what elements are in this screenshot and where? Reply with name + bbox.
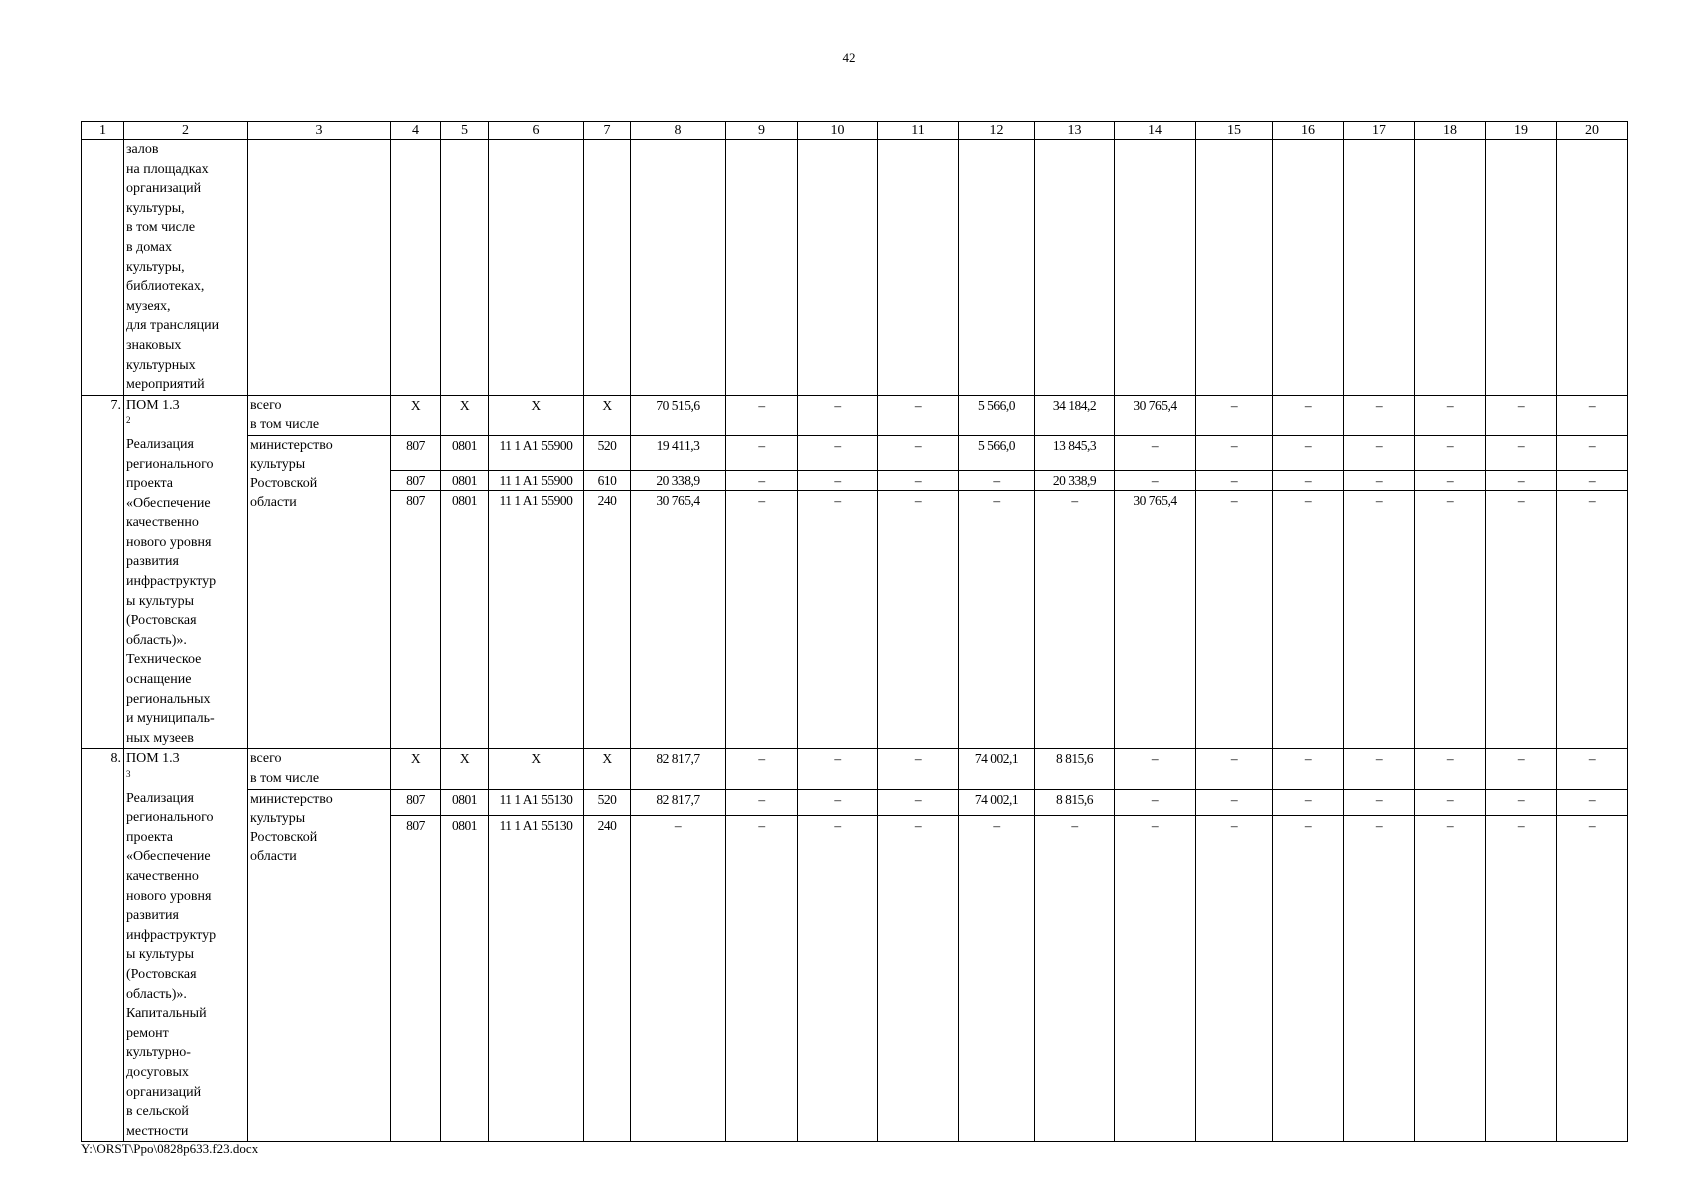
value-cell: – xyxy=(1196,749,1273,789)
value-cell: – xyxy=(1557,395,1628,435)
text-line: инфраструктур xyxy=(126,927,217,943)
text-line: развития xyxy=(126,908,179,924)
program-code xyxy=(126,396,245,435)
text-line: мероприятий xyxy=(126,377,205,393)
text-line: залов xyxy=(126,142,159,157)
value-cell: – xyxy=(1115,471,1196,491)
empty-cell xyxy=(959,140,1035,396)
value-cell: – xyxy=(1273,435,1344,471)
text-line: всего xyxy=(250,751,282,767)
value-cell: 11 1 A1 55130 xyxy=(489,816,584,1142)
value-cell: – xyxy=(726,749,798,789)
value-cell: 82 817,7 xyxy=(631,789,726,816)
empty-cell xyxy=(1557,140,1628,396)
text-line: региональных xyxy=(126,691,211,707)
column-number: 4 xyxy=(391,122,441,140)
footnote-marker: 3 xyxy=(126,769,131,779)
text-line: ремонт xyxy=(126,1025,169,1041)
value-cell: – xyxy=(1273,816,1344,1142)
value-cell: 20 338,9 xyxy=(631,471,726,491)
value-cell: – xyxy=(959,491,1035,749)
text-line: местности xyxy=(126,1123,189,1139)
value-cell: 0801 xyxy=(441,491,489,749)
text-line: области xyxy=(250,848,297,864)
program-code xyxy=(126,749,245,788)
text-line: и муниципаль- xyxy=(126,711,215,727)
value-cell: – xyxy=(878,789,959,816)
value-cell: – xyxy=(1344,435,1415,471)
value-cell: – xyxy=(1486,789,1557,816)
value-cell: 610 xyxy=(584,471,631,491)
value-cell: 0801 xyxy=(441,816,489,1142)
value-cell: – xyxy=(1344,395,1415,435)
value-cell: – xyxy=(798,749,878,789)
value-cell: – xyxy=(1344,749,1415,789)
table-row xyxy=(82,435,1628,471)
value-cell: – xyxy=(1273,789,1344,816)
value-cell: – xyxy=(726,435,798,471)
text-line: ных музеев xyxy=(126,730,194,746)
value-cell: 74 002,1 xyxy=(959,749,1035,789)
value-cell: – xyxy=(1344,491,1415,749)
text-line: министерство xyxy=(250,437,333,453)
value-cell: 20 338,9 xyxy=(1035,471,1115,491)
text-line: Капитальный xyxy=(126,1006,207,1022)
executor-ministry-cell xyxy=(248,435,391,749)
text-line: культурных xyxy=(126,357,196,373)
text-line: ы культуры xyxy=(126,593,195,609)
row-number: 8. xyxy=(82,749,124,1142)
value-cell: 30 765,4 xyxy=(1115,395,1196,435)
value-cell: – xyxy=(1415,749,1486,789)
empty-cell xyxy=(1115,140,1196,396)
empty-cell xyxy=(584,140,631,396)
column-number: 10 xyxy=(798,122,878,140)
value-cell: – xyxy=(1115,749,1196,789)
column-number: 16 xyxy=(1273,122,1344,140)
empty-cell xyxy=(489,140,584,396)
value-cell: – xyxy=(1035,816,1115,1142)
value-cell: – xyxy=(798,435,878,471)
text-line: Реализация xyxy=(126,436,194,452)
value-cell: – xyxy=(1557,749,1628,789)
empty-cell xyxy=(631,140,726,396)
value-cell: X xyxy=(489,749,584,789)
text-line: область)». xyxy=(126,632,187,648)
text-line: в том числе xyxy=(250,417,320,433)
text-line: оснащение xyxy=(126,672,192,688)
value-cell: – xyxy=(878,749,959,789)
text-line: министерство xyxy=(250,791,333,807)
value-cell: 807 xyxy=(391,471,441,491)
text-line: в том числе xyxy=(126,220,196,236)
value-cell: – xyxy=(959,471,1035,491)
value-cell: 74 002,1 xyxy=(959,789,1035,816)
value-cell: – xyxy=(726,471,798,491)
value-cell: 240 xyxy=(584,816,631,1142)
value-cell: 30 765,4 xyxy=(1115,491,1196,749)
value-cell: – xyxy=(1115,435,1196,471)
empty-cell xyxy=(441,140,489,396)
value-cell: 807 xyxy=(391,491,441,749)
text-line: (Ростовская xyxy=(126,613,197,629)
text-line: проекта xyxy=(126,476,173,492)
value-cell: – xyxy=(1035,491,1115,749)
column-number: 12 xyxy=(959,122,1035,140)
text-line: досуговых xyxy=(126,1064,189,1080)
text-line: Ростовской xyxy=(250,829,318,845)
empty-cell xyxy=(1486,140,1557,396)
program-code-text: ПОМ 1.3 xyxy=(126,751,180,767)
value-cell: X xyxy=(391,749,441,789)
value-cell: – xyxy=(1344,789,1415,816)
text-line: Ростовской xyxy=(250,475,318,491)
column-number: 9 xyxy=(726,122,798,140)
budget-table xyxy=(81,121,1628,1142)
value-cell: – xyxy=(726,789,798,816)
column-number: 2 xyxy=(124,122,248,140)
text-line: проекта xyxy=(126,829,173,845)
table-row xyxy=(82,395,1628,435)
value-cell: – xyxy=(1557,471,1628,491)
text-line: области xyxy=(250,494,297,510)
column-number: 13 xyxy=(1035,122,1115,140)
value-cell: – xyxy=(1415,435,1486,471)
column-number: 7 xyxy=(584,122,631,140)
value-cell: X xyxy=(489,395,584,435)
column-number: 14 xyxy=(1115,122,1196,140)
value-cell: 19 411,3 xyxy=(631,435,726,471)
value-cell: – xyxy=(798,789,878,816)
column-number: 8 xyxy=(631,122,726,140)
text-line: развития xyxy=(126,554,179,570)
footer-file-path: Y:\ORST\Ppo\0828p633.f23.docx xyxy=(81,1141,259,1156)
value-cell: – xyxy=(1486,471,1557,491)
value-cell: 34 184,2 xyxy=(1035,395,1115,435)
value-cell: – xyxy=(1486,816,1557,1142)
value-cell: – xyxy=(959,816,1035,1142)
value-cell: – xyxy=(1415,789,1486,816)
text-line: качественно xyxy=(126,515,199,531)
text-line: ы культуры xyxy=(126,947,195,963)
empty-cell xyxy=(798,140,878,396)
value-cell: – xyxy=(1196,435,1273,471)
value-cell: 11 1 A1 55130 xyxy=(489,789,584,816)
value-cell: X xyxy=(584,749,631,789)
value-cell: – xyxy=(1557,491,1628,749)
value-cell: – xyxy=(1196,395,1273,435)
value-cell: – xyxy=(798,471,878,491)
text-line: качественно xyxy=(126,868,199,884)
value-cell: 11 1 A1 55900 xyxy=(489,471,584,491)
empty-cell xyxy=(1344,140,1415,396)
text-line: нового уровня xyxy=(126,534,212,550)
empty-cell xyxy=(1035,140,1115,396)
page-number: 42 xyxy=(842,50,856,65)
row-number: 7. xyxy=(82,395,124,749)
value-cell: 520 xyxy=(584,789,631,816)
value-cell: – xyxy=(798,395,878,435)
text-line: знаковых xyxy=(126,337,182,353)
value-cell: – xyxy=(1273,491,1344,749)
text-line: регионального xyxy=(126,810,214,826)
value-cell: 11 1 A1 55900 xyxy=(489,491,584,749)
column-number: 15 xyxy=(1196,122,1273,140)
value-cell: – xyxy=(878,816,959,1142)
value-cell: – xyxy=(1115,816,1196,1142)
column-number: 3 xyxy=(248,122,391,140)
empty-cell xyxy=(1196,140,1273,396)
text-line: регионального xyxy=(126,456,214,472)
text-line: инфраструктур xyxy=(126,574,217,590)
value-cell: – xyxy=(1273,471,1344,491)
executor-ministry-cell xyxy=(248,789,391,1142)
value-cell: – xyxy=(1273,395,1344,435)
column-number: 5 xyxy=(441,122,489,140)
value-cell: – xyxy=(798,816,878,1142)
value-cell: – xyxy=(798,491,878,749)
text-line: всего xyxy=(250,397,282,413)
value-cell: X xyxy=(441,395,489,435)
value-cell: – xyxy=(1273,749,1344,789)
value-cell: 5 566,0 xyxy=(959,395,1035,435)
value-cell: – xyxy=(1557,816,1628,1142)
text-line: культуры, xyxy=(126,259,185,275)
value-cell: – xyxy=(1486,491,1557,749)
text-line: в том числе xyxy=(250,771,320,786)
text-line: культуры xyxy=(250,456,306,472)
column-number: 1 xyxy=(82,122,124,140)
value-cell: 5 566,0 xyxy=(959,435,1035,471)
value-cell: 807 xyxy=(391,789,441,816)
table-row xyxy=(82,789,1628,816)
value-cell: 30 765,4 xyxy=(631,491,726,749)
value-cell: 11 1 A1 55900 xyxy=(489,435,584,471)
value-cell: – xyxy=(878,395,959,435)
value-cell: 520 xyxy=(584,435,631,471)
value-cell: – xyxy=(726,395,798,435)
value-cell: 0801 xyxy=(441,471,489,491)
empty-cell xyxy=(248,140,391,396)
value-cell: X xyxy=(584,395,631,435)
value-cell: 0801 xyxy=(441,435,489,471)
text-line: организаций xyxy=(126,181,202,197)
text-line: организаций xyxy=(126,1084,202,1100)
measure-name-cell xyxy=(124,140,248,396)
value-cell: – xyxy=(1557,789,1628,816)
table-row xyxy=(82,749,1628,789)
value-cell: – xyxy=(878,491,959,749)
value-cell: – xyxy=(878,435,959,471)
value-cell: 8 815,6 xyxy=(1035,789,1115,816)
value-cell: – xyxy=(1415,395,1486,435)
value-cell: – xyxy=(1415,471,1486,491)
value-cell: 807 xyxy=(391,435,441,471)
text-line: на площадках xyxy=(126,161,209,177)
text-line: область)». xyxy=(126,986,187,1002)
empty-cell xyxy=(1415,140,1486,396)
text-line: культуры, xyxy=(126,200,185,216)
column-number: 6 xyxy=(489,122,584,140)
program-code-text: ПОМ 1.3 xyxy=(126,397,180,413)
executor-total-cell xyxy=(248,749,391,789)
value-cell: 70 515,6 xyxy=(631,395,726,435)
text-line: «Обеспечение xyxy=(126,495,211,511)
value-cell: – xyxy=(1486,435,1557,471)
value-cell: – xyxy=(1196,471,1273,491)
value-cell: – xyxy=(1415,816,1486,1142)
value-cell: 82 817,7 xyxy=(631,749,726,789)
column-number: 11 xyxy=(878,122,959,140)
text-line: нового уровня xyxy=(126,888,212,904)
value-cell: – xyxy=(1557,435,1628,471)
value-cell: – xyxy=(1196,491,1273,749)
value-cell: 0801 xyxy=(441,789,489,816)
executor-total-cell xyxy=(248,395,391,435)
text-line: Реализация xyxy=(126,790,194,806)
text-line: для трансляции xyxy=(126,318,220,334)
value-cell: 13 845,3 xyxy=(1035,435,1115,471)
empty-cell xyxy=(878,140,959,396)
text-line: музеях, xyxy=(126,298,171,314)
value-cell: – xyxy=(878,471,959,491)
value-cell: 807 xyxy=(391,816,441,1142)
empty-cell xyxy=(726,140,798,396)
text-line: библиотеках, xyxy=(126,279,205,295)
empty-cell xyxy=(391,140,441,396)
empty-cell xyxy=(1273,140,1344,396)
column-number-row xyxy=(82,122,1628,140)
value-cell: – xyxy=(1344,816,1415,1142)
value-cell: – xyxy=(1344,471,1415,491)
text-line: культуры xyxy=(250,810,306,826)
measure-name-cell xyxy=(124,749,248,1142)
column-number: 19 xyxy=(1486,122,1557,140)
text-line: (Ростовская xyxy=(126,966,197,982)
text-line: Техническое xyxy=(126,652,202,668)
value-cell: X xyxy=(391,395,441,435)
column-number: 17 xyxy=(1344,122,1415,140)
column-number: 18 xyxy=(1415,122,1486,140)
row-number-cell xyxy=(82,140,124,396)
value-cell: – xyxy=(1115,789,1196,816)
text-line: культурно- xyxy=(126,1045,191,1061)
value-cell: 240 xyxy=(584,491,631,749)
measure-name-cell xyxy=(124,395,248,749)
value-cell: – xyxy=(1196,816,1273,1142)
text-line: в сельской xyxy=(126,1104,189,1120)
value-cell: – xyxy=(1415,491,1486,749)
table-row xyxy=(82,140,1628,396)
value-cell: – xyxy=(1196,789,1273,816)
value-cell: – xyxy=(631,816,726,1142)
value-cell: – xyxy=(726,491,798,749)
column-number: 20 xyxy=(1557,122,1628,140)
text-line: в домах xyxy=(126,239,172,255)
value-cell: – xyxy=(726,816,798,1142)
text-line: «Обеспечение xyxy=(126,849,211,865)
value-cell: – xyxy=(1486,749,1557,789)
value-cell: 8 815,6 xyxy=(1035,749,1115,789)
value-cell: – xyxy=(1486,395,1557,435)
value-cell: X xyxy=(441,749,489,789)
footnote-marker: 2 xyxy=(126,415,131,426)
